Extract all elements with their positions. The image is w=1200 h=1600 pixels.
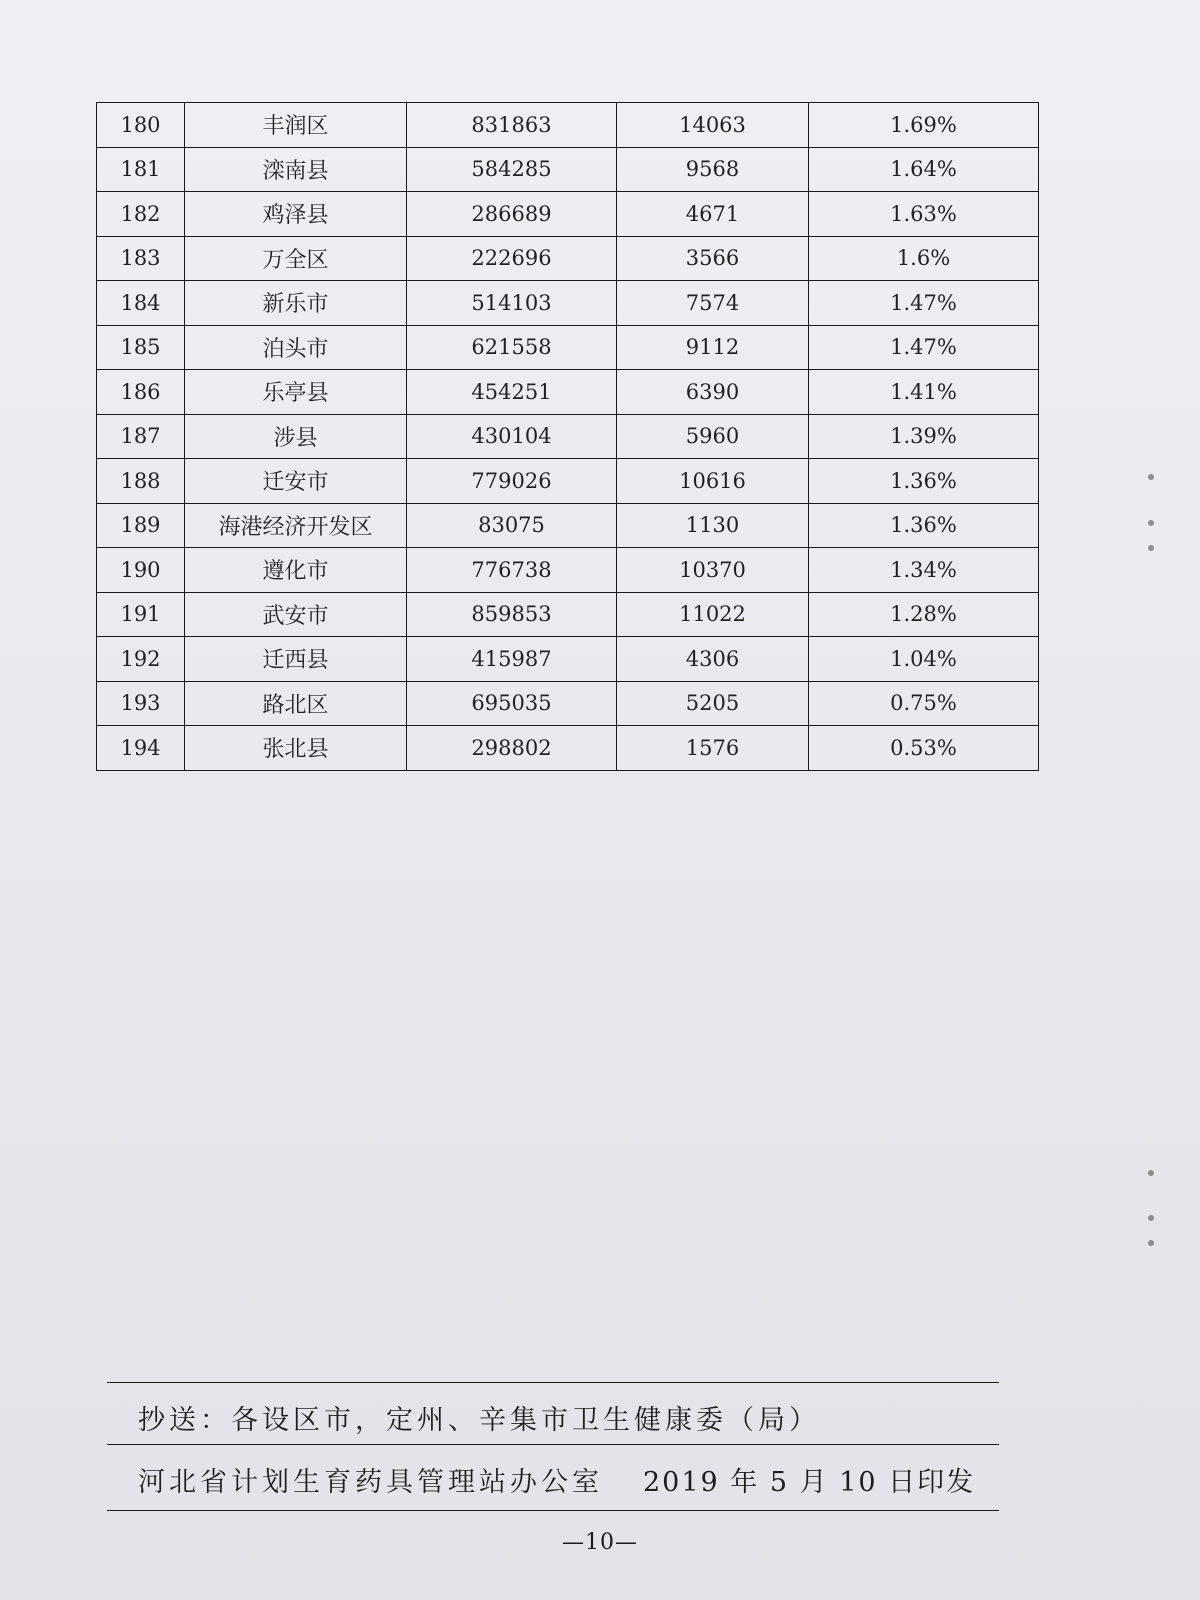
population-cell: 859853 [407, 592, 617, 637]
rank-cell: 187 [97, 414, 185, 459]
region-name-cell: 新乐市 [185, 281, 407, 326]
count-cell: 5960 [617, 414, 809, 459]
count-cell: 6390 [617, 370, 809, 415]
table-body [97, 103, 1039, 771]
population-cell: 454251 [407, 370, 617, 415]
region-name-cell: 鸡泽县 [185, 192, 407, 237]
count-cell: 1576 [617, 726, 809, 771]
binding-hole [1148, 545, 1154, 551]
rate-cell: 1.39% [809, 414, 1039, 459]
rate-cell: 1.64% [809, 147, 1039, 192]
population-cell: 430104 [407, 414, 617, 459]
population-cell: 286689 [407, 192, 617, 237]
issue-date: 2019 年 5 月 10 日印发 [643, 1467, 976, 1498]
count-cell: 14063 [617, 103, 809, 148]
population-cell: 831863 [407, 103, 617, 148]
rank-cell: 186 [97, 370, 185, 415]
table-row [97, 236, 1039, 281]
binding-hole [1148, 520, 1154, 526]
count-cell: 10616 [617, 459, 809, 504]
population-cell: 514103 [407, 281, 617, 326]
rate-cell: 0.75% [809, 681, 1039, 726]
region-name-cell: 万全区 [185, 236, 407, 281]
footer-top-rule [107, 1382, 999, 1383]
rank-cell: 182 [97, 192, 185, 237]
table-row [97, 192, 1039, 237]
rate-cell: 1.34% [809, 548, 1039, 593]
table-row [97, 414, 1039, 459]
binding-hole [1148, 1215, 1154, 1221]
count-cell: 5205 [617, 681, 809, 726]
footer-bottom-rule [107, 1510, 999, 1511]
rank-cell: 192 [97, 637, 185, 682]
count-cell: 7574 [617, 281, 809, 326]
rank-cell: 193 [97, 681, 185, 726]
region-name-cell: 遵化市 [185, 548, 407, 593]
rank-cell: 185 [97, 325, 185, 370]
population-cell: 779026 [407, 459, 617, 504]
region-name-cell: 乐亭县 [185, 370, 407, 415]
population-cell: 298802 [407, 726, 617, 771]
page-number: —10— [562, 1530, 638, 1555]
count-cell: 4671 [617, 192, 809, 237]
table-row [97, 281, 1039, 326]
table-row [97, 370, 1039, 415]
rate-cell: 1.6% [809, 236, 1039, 281]
region-name-cell: 泊头市 [185, 325, 407, 370]
table-row [97, 681, 1039, 726]
region-name-cell: 迁西县 [185, 637, 407, 682]
rank-cell: 188 [97, 459, 185, 504]
count-cell: 1130 [617, 503, 809, 548]
rank-cell: 189 [97, 503, 185, 548]
rate-cell: 1.69% [809, 103, 1039, 148]
binding-hole [1148, 474, 1154, 480]
table-row [97, 325, 1039, 370]
rate-cell: 1.28% [809, 592, 1039, 637]
footer-middle-rule [107, 1444, 999, 1445]
region-name-cell: 路北区 [185, 681, 407, 726]
population-cell: 776738 [407, 548, 617, 593]
region-name-cell: 丰润区 [185, 103, 407, 148]
table-row [97, 637, 1039, 682]
table-row [97, 592, 1039, 637]
rate-cell: 1.47% [809, 325, 1039, 370]
rank-cell: 183 [97, 236, 185, 281]
count-cell: 9112 [617, 325, 809, 370]
population-cell: 415987 [407, 637, 617, 682]
rank-cell: 184 [97, 281, 185, 326]
rank-cell: 180 [97, 103, 185, 148]
rank-cell: 191 [97, 592, 185, 637]
binding-hole [1148, 1170, 1154, 1176]
region-name-cell: 涉县 [185, 414, 407, 459]
rank-cell: 190 [97, 548, 185, 593]
cc-line: 抄送：各设区市，定州、辛集市卫生健康委（局） [138, 1405, 820, 1436]
rate-cell: 1.47% [809, 281, 1039, 326]
statistics-table [96, 102, 1039, 771]
rate-cell: 1.36% [809, 503, 1039, 548]
population-cell: 83075 [407, 503, 617, 548]
rate-cell: 1.63% [809, 192, 1039, 237]
rate-cell: 0.53% [809, 726, 1039, 771]
count-cell: 4306 [617, 637, 809, 682]
region-name-cell: 迁安市 [185, 459, 407, 504]
rank-cell: 181 [97, 147, 185, 192]
table-row [97, 459, 1039, 504]
region-name-cell: 海港经济开发区 [185, 503, 407, 548]
population-cell: 621558 [407, 325, 617, 370]
count-cell: 9568 [617, 147, 809, 192]
table-row [97, 548, 1039, 593]
rate-cell: 1.04% [809, 637, 1039, 682]
issuer-name: 河北省计划生育药具管理站办公室 [138, 1467, 603, 1498]
table-row [97, 726, 1039, 771]
table-row [97, 503, 1039, 548]
count-cell: 10370 [617, 548, 809, 593]
table-row [97, 103, 1039, 148]
count-cell: 11022 [617, 592, 809, 637]
rank-cell: 194 [97, 726, 185, 771]
binding-hole [1148, 1240, 1154, 1246]
region-name-cell: 武安市 [185, 592, 407, 637]
issuer-line [138, 1460, 975, 1499]
count-cell: 3566 [617, 236, 809, 281]
table-row [97, 147, 1039, 192]
population-cell: 584285 [407, 147, 617, 192]
rate-cell: 1.36% [809, 459, 1039, 504]
population-cell: 222696 [407, 236, 617, 281]
region-name-cell: 张北县 [185, 726, 407, 771]
population-cell: 695035 [407, 681, 617, 726]
rate-cell: 1.41% [809, 370, 1039, 415]
region-name-cell: 滦南县 [185, 147, 407, 192]
